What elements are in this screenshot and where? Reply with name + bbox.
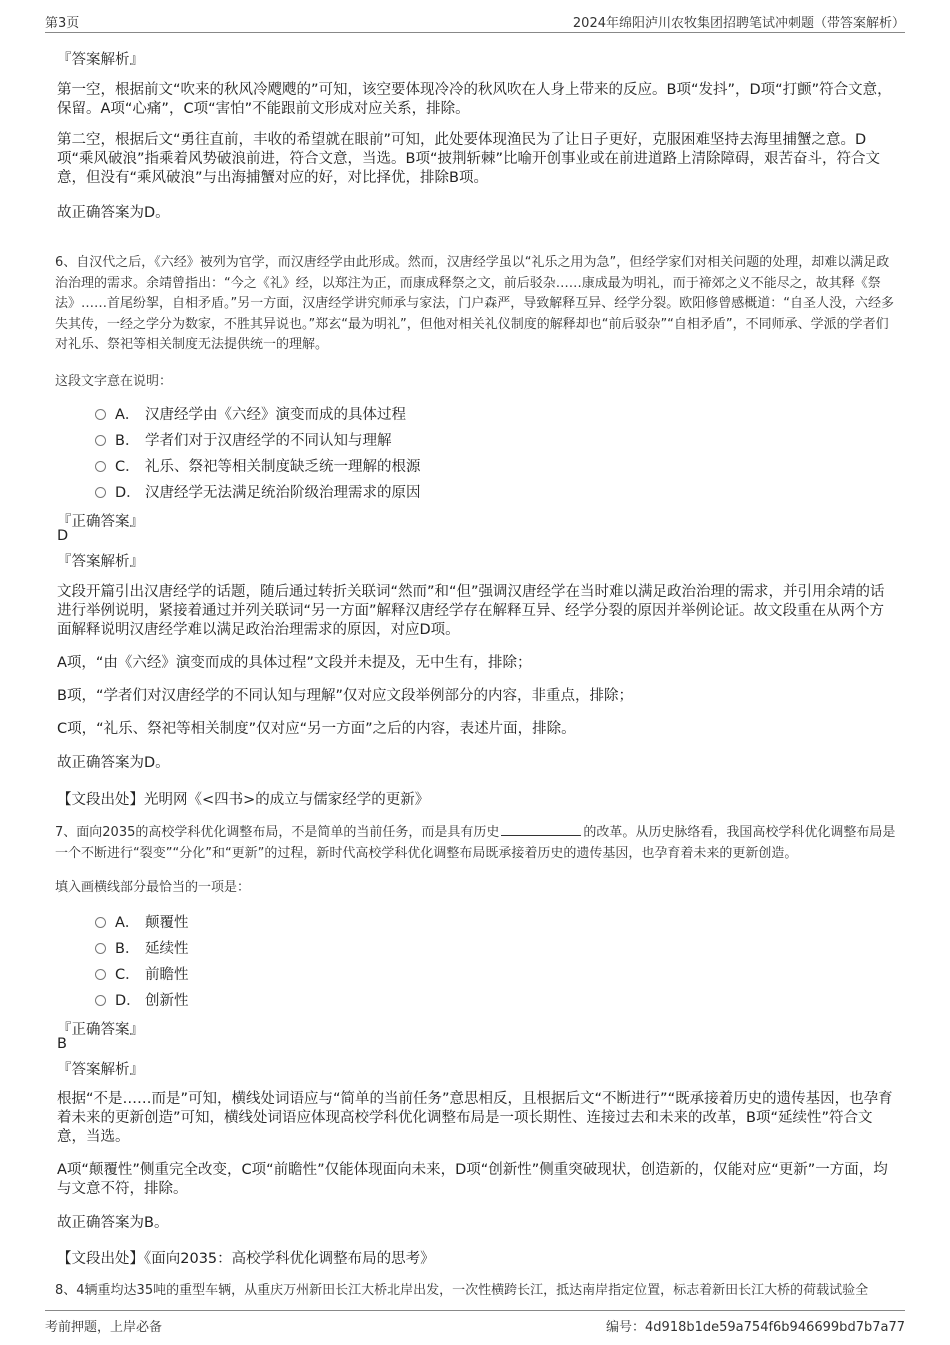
radio-icon[interactable] <box>95 435 106 446</box>
document-title: 2024年绵阳泸川农牧集团招聘笔试冲刺题（带答案解析） <box>572 16 905 31</box>
analysis-label: 『答案解析』 <box>57 554 144 570</box>
q6-prompt: 这段文字意在说明： <box>55 374 173 389</box>
q7-prompt: 填入画横线部分最恰当的一项是： <box>55 880 251 895</box>
q6-option-c[interactable]: C． 礼乐、祭祀等相关制度缺乏统一理解的根源 <box>95 455 421 475</box>
radio-icon[interactable] <box>95 969 106 980</box>
q7-conclusion: 故正确答案为B。 <box>57 1215 169 1231</box>
radio-icon[interactable] <box>95 995 106 1006</box>
page-number: 第3页 <box>45 16 80 31</box>
page-footer <box>45 1310 905 1335</box>
radio-icon[interactable] <box>95 943 106 954</box>
q7-question-text: 7、面向2035的高校学科优化调整布局，不是简单的当前任务，而是具有历史 的改革。从历史脉络看，我国高校学科优化调整布局是一个不断进行“裂变”“分化”和“更新”的过程，新时代高校学科优化调整布局既承接着历史的遗传基因，也孕育着未来的更新创造。 <box>55 822 897 864</box>
q5-analysis-paragraph-1: 第一空，根据前文“吹来的秋风冷飕飕的”可知，该空要体现冷冷的秋风吹在人身上带来的反应。B项“发抖”，D项“打颤”符合文意，保留。A项“心痛”，C项“害怕”不能跟前文形成对应关系，排除。 <box>57 82 892 117</box>
q6-conclusion: 故正确答案为D。 <box>57 755 170 771</box>
correct-answer-label: 『正确答案』 <box>57 514 144 530</box>
q7-option-c[interactable]: C． 前瞻性 <box>95 963 189 983</box>
radio-icon[interactable] <box>95 917 106 928</box>
q7-answer: B <box>57 1036 67 1052</box>
q7-option-b[interactable]: B． 延续性 <box>95 937 189 957</box>
q6-source: 【文段出处】光明网《<四书>的成立与儒家经学的更新》 <box>57 792 430 808</box>
document-code: 编号：4d918b1de59a754f6b946699bd7b7a77 <box>606 1320 905 1335</box>
q7-option-a[interactable]: A． 颠覆性 <box>95 911 189 931</box>
q6-analysis-paragraph-3: B项，“学者们对汉唐经学的不同认知与理解”仅对应文段举例部分的内容，非重点，排除； <box>57 688 633 704</box>
q8-question-text: 8、4辆重均达35吨的重型车辆，从重庆万州新田长江大桥北岸出发，一次性横跨长江，抵达南岸指定位置，标志着新田长江大桥的荷载试验全 <box>55 1283 869 1298</box>
radio-icon[interactable] <box>95 461 106 472</box>
q6-answer: D <box>57 528 69 544</box>
q6-option-b[interactable]: B． 学者们对于汉唐经学的不同认知与理解 <box>95 429 392 449</box>
q5-conclusion: 故正确答案为D。 <box>57 205 170 221</box>
q7-source: 【文段出处】《面向2035：高校学科优化调整布局的思考》 <box>57 1251 435 1267</box>
q7-analysis-paragraph-1: 根据“不是……而是”可知，横线处词语应与“简单的当前任务”意思相反，且根据后文“不断进行”“既承接着历史的遗传基因，也孕育着未来的更新创造”可知，横线处词语应体现高校学科优化调整布局是一项长期性、连接过去和未来的改革，B项“延续性”符合文意，当选。 <box>57 1091 893 1145</box>
radio-icon[interactable] <box>95 409 106 420</box>
q6-analysis-paragraph-1: 文段开篇引出汉唐经学的话题，随后通过转折关联词“然而”和“但”强调汉唐经学在当时难以满足政治治理的需求，并引用余靖的话进行举例说明，紧接着通过并列关联词“另一方面”解释汉唐经学存在解释互异、经学分裂的原因并举例论证。故文段重在从两个方面解释说明汉唐经学难以满足政治治理需求的原因，对应D项。 <box>57 584 885 638</box>
q6-option-a[interactable]: A． 汉唐经学由《六经》演变而成的具体过程 <box>95 403 406 423</box>
q6-analysis-paragraph-2: A项，“由《六经》演变而成的具体过程”文段并未提及，无中生有，排除； <box>57 655 532 671</box>
q7-analysis-paragraph-2: A项“颠覆性”侧重完全改变，C项“前瞻性”仅能体现面向未来，D项“创新性”侧重突破现状，创造新的，仅能对应“更新”一方面，均与文意不符，排除。 <box>57 1162 888 1197</box>
q7-option-d[interactable]: D． 创新性 <box>95 989 189 1009</box>
radio-icon[interactable] <box>95 487 106 498</box>
q6-question-text: 6、自汉代之后，《六经》被列为官学，而汉唐经学由此形成。然而，汉唐经学虽以“礼乐之用为急”，但经学家们对相关问题的处理，却难以满足政治治理的需求。余靖曾指出：“今之《礼》经，以郑注为正，而康成释祭之文，前后驳杂……康成最为明礼，而于禘郊之义不能尽之，故其释《祭法》……首尾纷挐，自相矛盾。”另一方面，汉唐经学讲究师承与家法，门户森严，导致解释互异、经学分裂。欧阳修曾感概道：“自圣人没，六经多失其传，一经之学分为数家，不胜其异说也。”郑玄“最为明礼”，但他对相关礼仪制度的解释却也“前后驳杂”“自相矛盾”，不同师承、学派的学者们对礼乐、祭祀等相关制度无法提供统一的理解。 <box>55 255 894 352</box>
analysis-label: 『答案解析』 <box>57 1062 144 1078</box>
page-header <box>45 12 905 33</box>
q6-analysis-paragraph-4: C项，“礼乐、祭祀等相关制度”仅对应“另一方面”之后的内容，表述片面，排除。 <box>57 721 576 737</box>
footer-slogan: 考前押题，上岸必备 <box>45 1320 163 1335</box>
analysis-label: 『答案解析』 <box>57 52 144 68</box>
correct-answer-label: 『正确答案』 <box>57 1022 144 1038</box>
q6-option-d[interactable]: D． 汉唐经学无法满足统治阶级治理需求的原因 <box>95 481 421 501</box>
q5-analysis-paragraph-2: 第二空，根据后文“勇往直前，丰收的希望就在眼前”可知，此处要体现渔民为了让日子更好，克服困难坚持去海里捕蟹之意。D项“乘风破浪”指乘着风势破浪前进，符合文意，当选。B项“披荆斩棘”比喻开创事业或在前进道路上清除障碍，艰苦奋斗，符合文意，但没有“乘风破浪”与出海捕蟹对应的好，对比择优，排除B项。 <box>57 132 880 186</box>
fill-blank <box>501 822 581 836</box>
